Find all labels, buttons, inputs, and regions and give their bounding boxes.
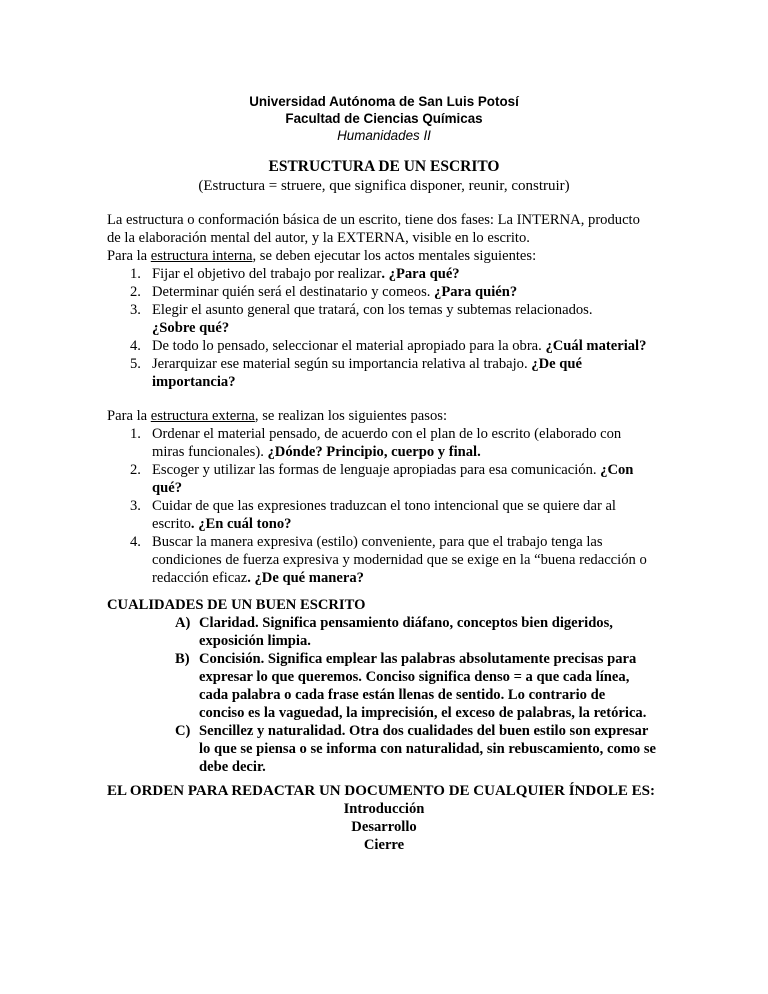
document-subtitle: (Estructura = struere, que significa disponer, reunir, construir) <box>198 178 570 194</box>
list-number: 1. <box>130 426 141 442</box>
course-name: Humanidades II <box>337 128 431 143</box>
list-item-cont: condiciones de fuerza expresiva y modernidad que se exige en la “buena redacción o <box>152 552 647 568</box>
list-item: Escoger y utilizar las formas de lenguaje apropiadas para esa comunicación. ¿Con <box>152 462 634 478</box>
order-step: Cierre <box>363 837 405 853</box>
list-item: De todo lo pensado, seleccionar el material apropiado para la obra. ¿Cuál material? <box>152 338 647 354</box>
interna-intro: Para la estructura interna, se deben ejecutar los actos mentales siguientes: <box>107 248 537 264</box>
externa-term: estructura externa <box>150 408 255 424</box>
quality-line: debe decir. <box>199 759 266 775</box>
interna-term: estructura interna <box>150 248 253 264</box>
quality-letter: A) <box>175 615 191 631</box>
quality-line: lo que se piensa o se informa con naturalidad, sin rebuscamiento, como se <box>199 741 657 757</box>
list-item: Ordenar el material pensado, de acuerdo con el plan de lo escrito (elaborado con <box>152 426 622 442</box>
order-heading: EL ORDEN PARA REDACTAR UN DOCUMENTO DE CUALQUIER ÍNDOLE ES: <box>107 783 655 799</box>
order-step: Desarrollo <box>351 819 417 835</box>
quality-line: cada palabra o cada frase están llenas de sentido. Lo contrario de <box>199 687 606 703</box>
externa-intro: Para la estructura externa, se realizan los siguientes pasos: <box>107 408 447 424</box>
list-item: Cuidar de que las expresiones traduzcan el tono intencional que se quiere dar al <box>152 498 616 514</box>
list-number: 5. <box>130 356 141 372</box>
list-item-cont: redacción eficaz. ¿De qué manera? <box>152 570 364 586</box>
list-item-question: qué? <box>152 480 183 496</box>
list-item-cont: miras funcionales). ¿Dónde? Principio, cuerpo y final. <box>152 444 481 460</box>
list-number: 3. <box>130 302 141 318</box>
list-number: 2. <box>130 284 141 300</box>
list-item-question: importancia? <box>152 374 236 390</box>
quality-line: conciso es la vaguedad, la imprecisión, el exceso de palabras, la retórica. <box>199 705 647 721</box>
faculty-name: Facultad de Ciencias Químicas <box>285 111 483 126</box>
qualities-heading: CUALIDADES DE UN BUEN ESCRITO <box>107 597 366 613</box>
quality-line: Concisión. Significa emplear las palabras absolutamente precisas para <box>199 651 637 667</box>
list-number: 4. <box>130 534 141 550</box>
list-item-question: ¿Sobre qué? <box>152 320 230 336</box>
intro-line-2: de la elaboración mental del autor, y la EXTERNA, visible en lo escrito. <box>107 230 530 246</box>
quality-line: Claridad. Significa pensamiento diáfano, conceptos bien digeridos, <box>199 615 613 631</box>
list-number: 3. <box>130 498 141 514</box>
list-item: Elegir el asunto general que tratará, con los temas y subtemas relacionados. <box>152 302 593 318</box>
list-number: 1. <box>130 266 141 282</box>
list-item: Determinar quién será el destinatario y comeos. ¿Para quién? <box>152 284 518 300</box>
order-step: Introducción <box>343 801 425 817</box>
list-item-cont: escrito. ¿En cuál tono? <box>152 516 292 532</box>
intro-line-1: La estructura o conformación básica de un escrito, tiene dos fases: La INTERNA, producto <box>107 212 640 228</box>
list-number: 4. <box>130 338 141 354</box>
quality-line: Sencillez y naturalidad. Otra dos cualidades del buen estilo son expresar <box>199 723 649 739</box>
list-item: Jerarquizar ese material según su importancia relativa al trabajo. ¿De qué <box>152 356 582 372</box>
quality-letter: B) <box>175 651 190 667</box>
quality-line: exposición limpia. <box>199 633 311 649</box>
list-item: Buscar la manera expresiva (estilo) conveniente, para que el trabajo tenga las <box>152 534 603 550</box>
university-name: Universidad Autónoma de San Luis Potosí <box>249 94 519 109</box>
quality-letter: C) <box>175 723 191 739</box>
quality-line: expresar lo que queremos. Conciso significa denso = a que cada línea, <box>199 669 630 685</box>
list-number: 2. <box>130 462 141 478</box>
list-item: Fijar el objetivo del trabajo por realizar. ¿Para qué? <box>152 266 460 282</box>
document-title: ESTRUCTURA DE UN ESCRITO <box>268 158 500 175</box>
